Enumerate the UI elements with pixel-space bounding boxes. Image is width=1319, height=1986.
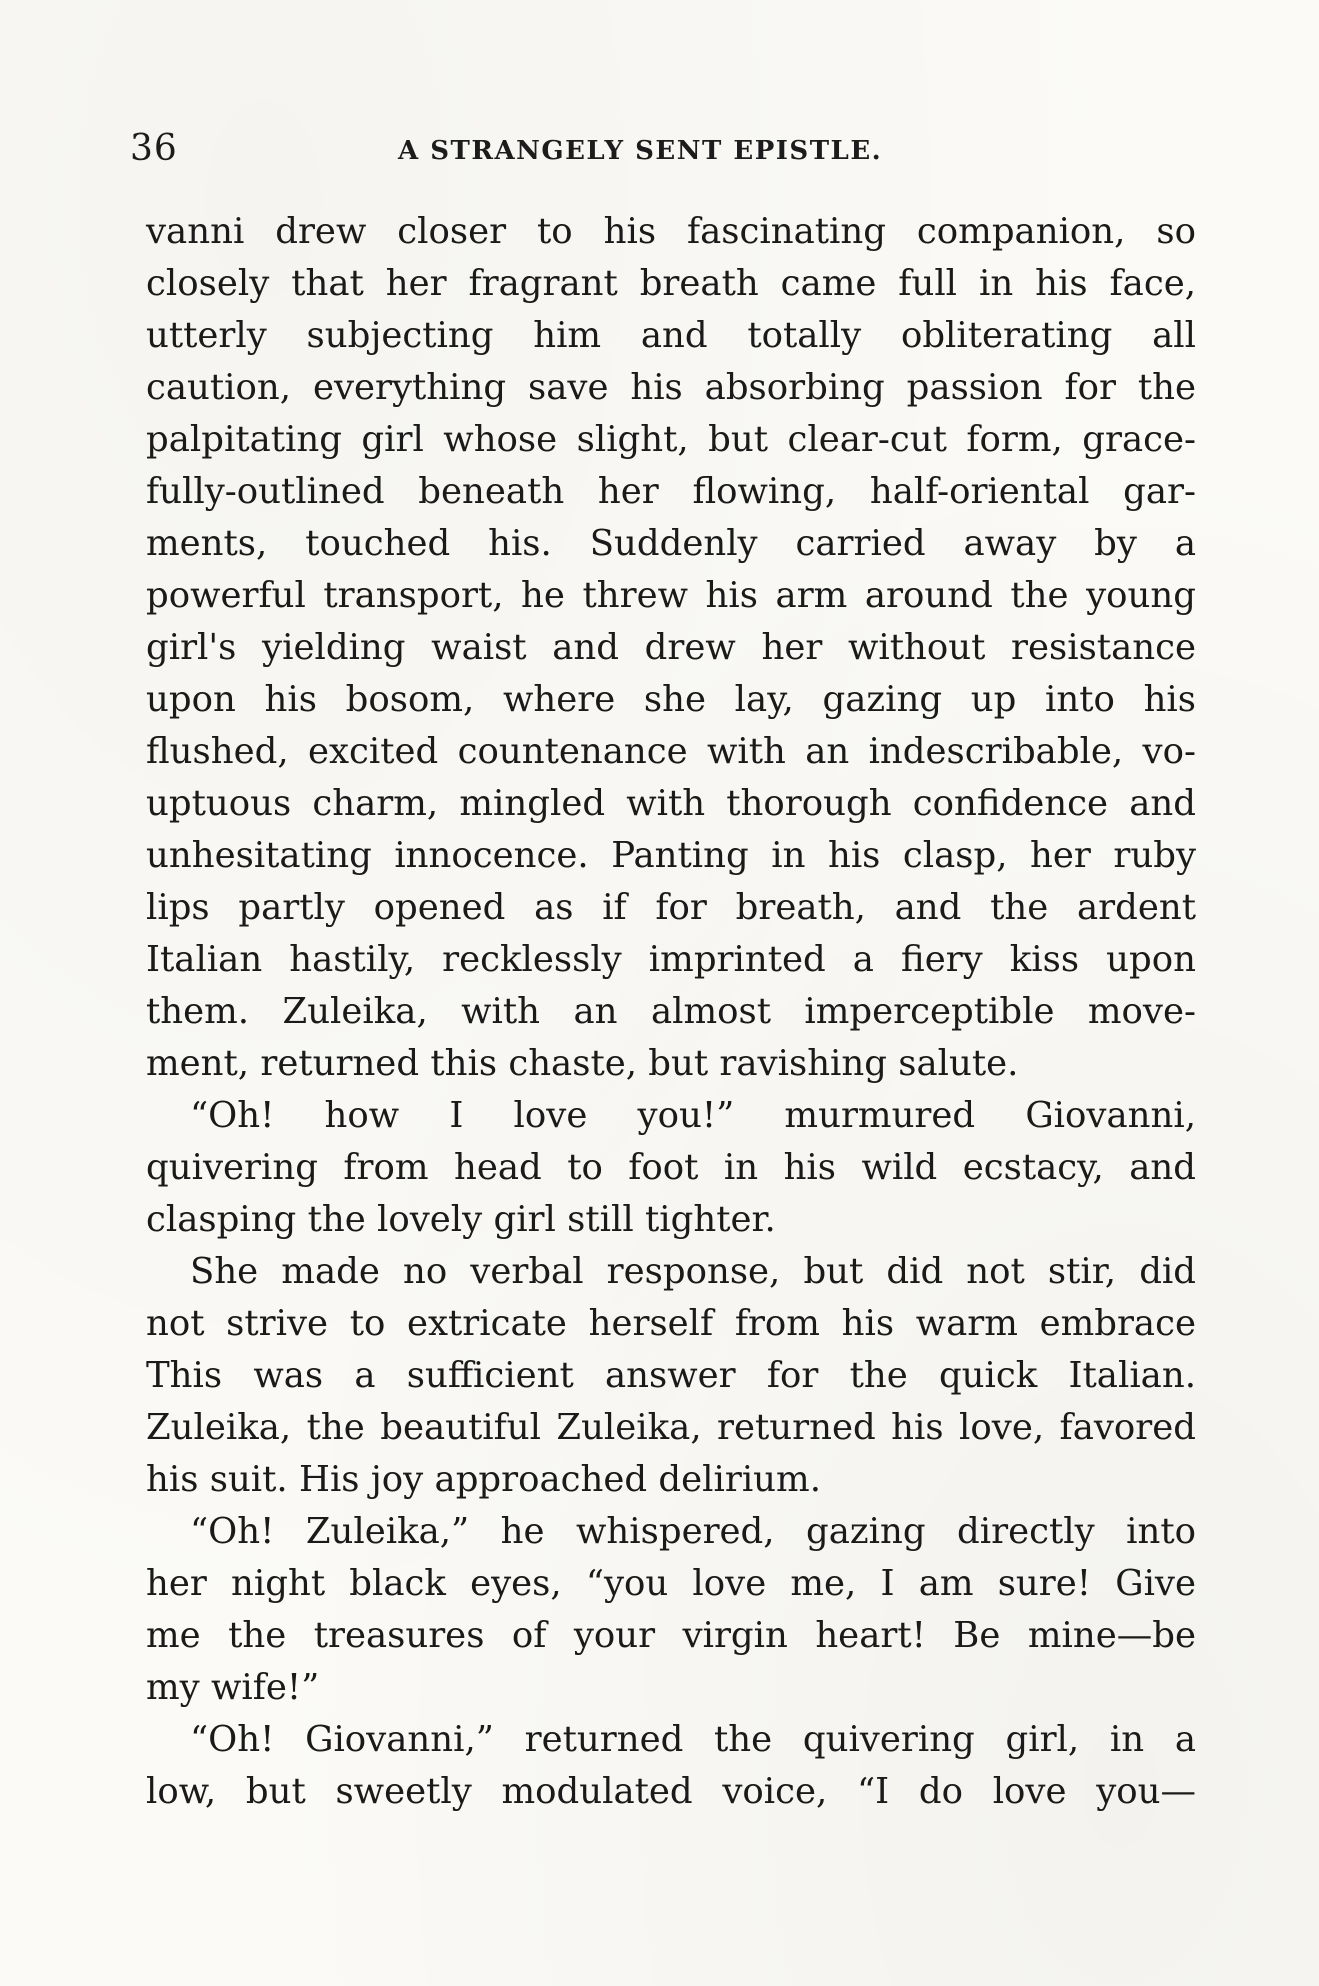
text-line: me the treasures of your virgin heart! Be mine—be [146, 1615, 1196, 1656]
text-line: “Oh! Zuleika,” he whispered, gazing directly into [190, 1511, 1196, 1552]
text-line: She made no verbal response, but did not stir, did [190, 1251, 1196, 1292]
text-line: his suit. His joy approached delirium. [146, 1459, 821, 1500]
text-line: flushed, excited countenance with an indescribable, vo- [146, 731, 1196, 772]
text-line: upon his bosom, where she lay, gazing up into his [146, 679, 1196, 720]
text-line: fully-outlined beneath her flowing, half-oriental gar- [146, 471, 1196, 512]
page-number: 36 [130, 128, 178, 169]
text-line: my wife!” [146, 1667, 320, 1708]
text-line: clasping the lovely girl still tighter. [146, 1199, 776, 1240]
text-line: not strive to extricate herself from his warm embrace [146, 1303, 1196, 1344]
text-line: ments, touched his. Suddenly carried away by a [146, 523, 1196, 564]
text-line: ment, returned this chaste, but ravishing salute. [146, 1043, 1019, 1084]
text-line: powerful transport, he threw his arm around the young [146, 575, 1196, 616]
text-line: utterly subjecting him and totally obliterating all [146, 315, 1196, 356]
text-line: “Oh! how I love you!” murmured Giovanni, [190, 1095, 1196, 1136]
body-text [146, 206, 1196, 1818]
text-line: lips partly opened as if for breath, and the ardent [146, 887, 1196, 928]
text-line: girl's yielding waist and drew her without resistance [146, 627, 1196, 668]
text-line: them. Zuleika, with an almost imperceptible move- [146, 991, 1196, 1032]
running-title: A STRANGELY SENT EPISTLE. [398, 136, 883, 166]
text-line: low, but sweetly modulated voice, “I do love you— [146, 1771, 1196, 1812]
text-line: closely that her fragrant breath came full in his face, [146, 263, 1196, 304]
text-line: Zuleika, the beautiful Zuleika, returned his love, favored [146, 1407, 1196, 1448]
text-line: Italian hastily, recklessly imprinted a fiery kiss upon [146, 939, 1196, 980]
text-line: her night black eyes, “you love me, I am sure! Give [146, 1563, 1196, 1604]
text-line: caution, everything save his absorbing passion for the [146, 367, 1196, 408]
page-header [130, 128, 1200, 172]
text-line: quivering from head to foot in his wild ecstacy, and [146, 1147, 1196, 1188]
text-line: “Oh! Giovanni,” returned the quivering girl, in a [190, 1719, 1196, 1760]
text-line: uptuous charm, mingled with thorough confidence and [146, 783, 1196, 824]
text-line: unhesitating innocence. Panting in his clasp, her ruby [146, 835, 1196, 876]
text-line: palpitating girl whose slight, but clear-cut form, grace- [146, 419, 1196, 460]
text-line: vanni drew closer to his fascinating companion, so [146, 211, 1196, 252]
text-line: This was a sufficient answer for the quick Italian. [146, 1355, 1196, 1396]
